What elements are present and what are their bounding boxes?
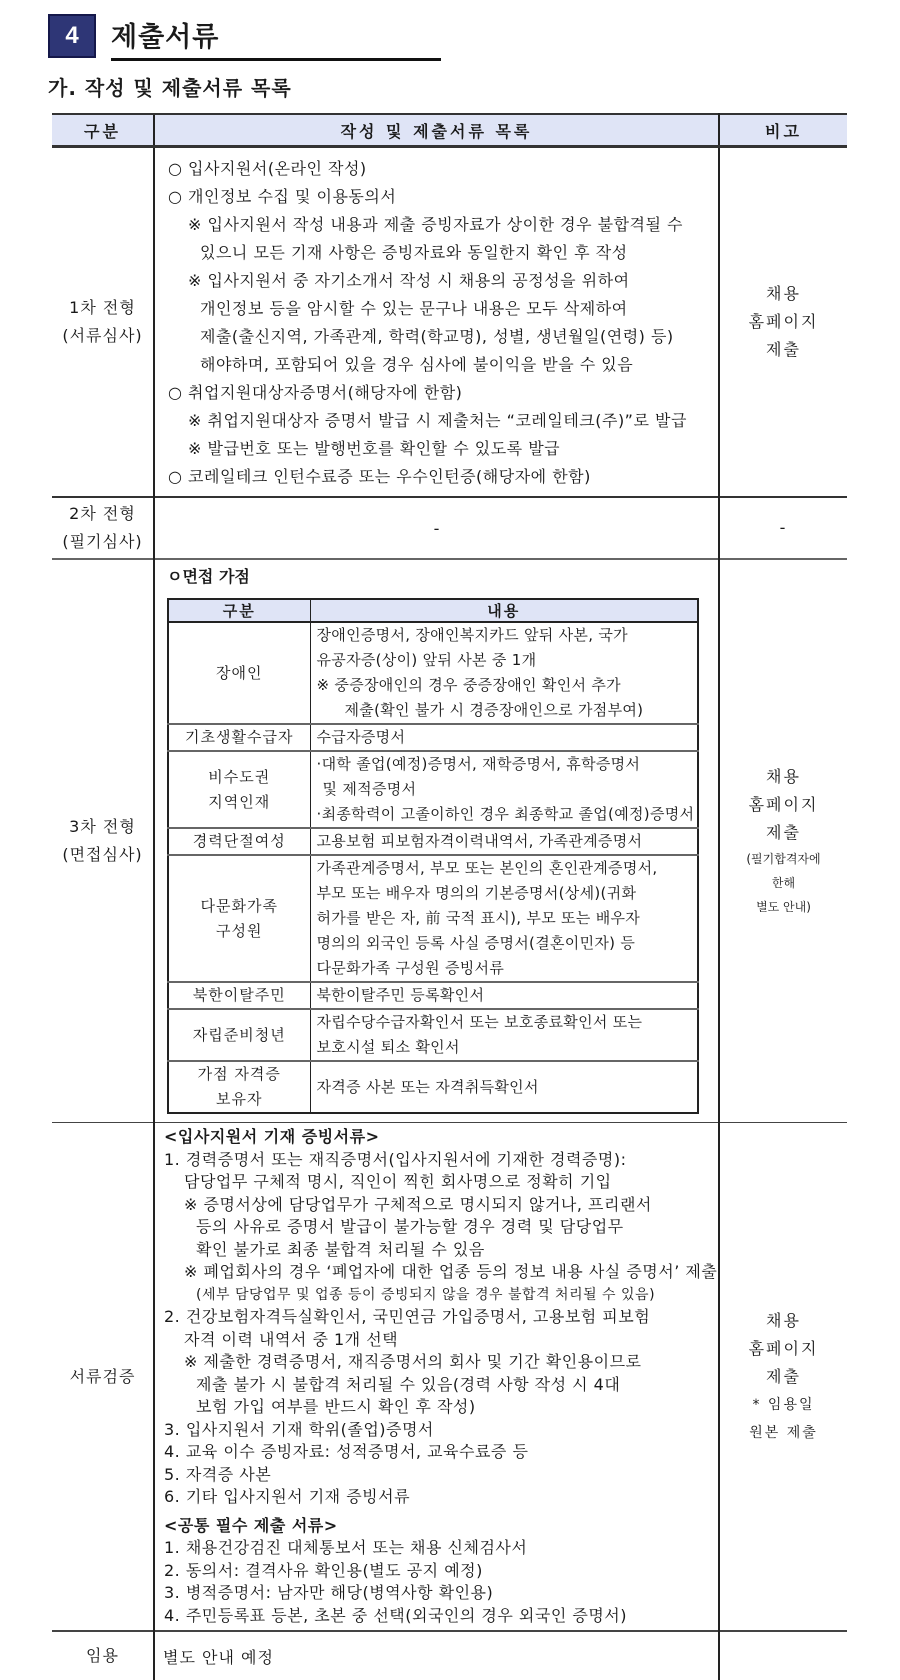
bonus-content-line: ·최종학력이 고졸이하인 경우 최종학교 졸업(예정)증명서 <box>316 805 695 823</box>
text-line: ○ 코레일테크 인턴수료증 또는 우수인턴증(해당자에 한함) <box>168 467 591 486</box>
category-line: 1차 전형 <box>69 298 136 317</box>
bonus-content-line: 장애인증명서, 장애인복지카드 앞뒤 사본, 국가 <box>316 626 628 644</box>
row-remarks <box>719 147 847 498</box>
header-documents: 작성 및 제출서류 목록 <box>154 114 719 147</box>
bonus-row <box>168 982 698 1009</box>
text-line: 4. 교육 이수 증빙자료: 성적증명서, 교육수료증 등 <box>164 1442 529 1461</box>
bonus-content <box>310 982 698 1009</box>
text-line: 5. 자격증 사본 <box>164 1464 272 1484</box>
bonus-category <box>168 1009 310 1061</box>
bonus-content-line: 가족관계증명서, 부모 또는 본인의 혼인관계증명서, <box>316 859 658 877</box>
bonus-row <box>168 751 698 828</box>
text-line: 있으니 모든 기재 사항은 증빙자료와 동일한지 확인 후 작성 <box>200 243 628 262</box>
group-heading: <입사지원서 기재 증빙서류> <box>164 1127 380 1146</box>
bonus-category-line: 자립준비청년 <box>192 1025 286 1044</box>
bonus-content <box>310 1009 698 1061</box>
title-underline <box>111 58 441 61</box>
bonus-category <box>168 982 310 1009</box>
remark-line: 채용 <box>766 767 801 786</box>
interview-bonus-heading: ㅇ면접 가점 <box>167 567 250 586</box>
text-line: 1. 채용건강검진 대체통보서 또는 채용 신체검사서 <box>164 1538 528 1557</box>
row-category <box>52 497 154 559</box>
bonus-content-line: 허가를 받은 자, 前 국적 표시), 부모 또는 배우자 <box>316 909 641 927</box>
text-line: 2. 건강보험자격득실확인서, 국민연금 가입증명서, 고용보험 피보험 <box>164 1307 651 1326</box>
text-line: 3. 입사지원서 기재 학위(졸업)증명서 <box>164 1419 434 1439</box>
remark-line: 제출 <box>766 340 801 359</box>
text-line: ※ 취업지원대상자 증명서 발급 시 제출처는 “코레일테크(주)”로 발급 <box>188 411 687 430</box>
table-row <box>52 147 847 498</box>
table-row <box>52 1123 847 1632</box>
table-row <box>52 559 847 1123</box>
row-remarks: - <box>719 497 847 559</box>
bonus-content <box>310 751 698 828</box>
text-line: ※ 증명서상에 담당업무가 구체적으로 명시되지 않거나, 프리랜서 <box>184 1194 652 1214</box>
text-line: ※ 폐업회사의 경우 ‘폐업자에 대한 업종 등의 정보 내용 사실 증명서’ 제출 <box>184 1262 718 1281</box>
text-line: 확인 불가로 최종 불합격 처리될 수 있음 <box>196 1239 485 1259</box>
verification-lines <box>156 1124 717 1629</box>
bonus-content <box>310 855 698 982</box>
bonus-category-line: 북한이탈주민 <box>192 986 286 1004</box>
bonus-content-line: 다문화가족 구성원 증빙서류 <box>316 959 505 977</box>
header-category: 구분 <box>52 114 154 147</box>
remark-line: 홈페이지 <box>748 1338 819 1358</box>
row-content: 별도 안내 예정 <box>154 1631 719 1680</box>
bonus-content-line: 자격증 사본 또는 자격취득확인서 <box>316 1077 539 1096</box>
row-remarks <box>719 1631 847 1680</box>
table-header-row <box>52 114 847 147</box>
bonus-category-line: 다문화가족 <box>200 896 278 915</box>
bonus-content-line: 수급자증명서 <box>316 728 406 746</box>
subsection-title: 가. 작성 및 제출서류 목록 <box>48 76 292 100</box>
row-category: 임용 <box>52 1631 154 1680</box>
bonus-category-line: 장애인 <box>216 663 263 682</box>
documents-table <box>52 113 847 1680</box>
bonus-content-line: 유공자증(상이) 앞뒤 사본 중 1개 <box>316 651 537 669</box>
table-row <box>52 497 847 559</box>
bonus-category-line: 가점 자격증 <box>197 1065 281 1083</box>
text-line: 해야하며, 포함되어 있을 경우 심사에 불이익을 받을 수 있음 <box>200 355 634 374</box>
bonus-content-line: 고용보험 피보험자격이력내역서, 가족관계증명서 <box>316 832 643 850</box>
remark-line: 채용 <box>766 1310 801 1330</box>
bonus-header-row <box>168 599 698 622</box>
bonus-category-line: 경력단절여성 <box>192 832 286 850</box>
bonus-category <box>168 622 310 724</box>
bonus-category <box>168 828 310 855</box>
bonus-content-line: 명의의 외국인 등록 사실 증명서(결혼이민자) 등 <box>316 934 636 952</box>
bonus-category-line: 보유자 <box>216 1090 263 1108</box>
bonus-category-line: 비수도권 <box>208 767 271 786</box>
bonus-header-content: 내용 <box>310 599 698 622</box>
bonus-content-line: 자립수당수급자확인서 또는 보호종료확인서 또는 <box>316 1013 643 1031</box>
remark-line: (필기합격자에 <box>746 852 821 866</box>
bonus-table <box>167 598 699 1114</box>
bonus-category-line: 기초생활수급자 <box>185 728 294 746</box>
text-line: 4. 주민등록표 등본, 초본 중 선택(외국인의 경우 외국인 증명서) <box>164 1605 627 1625</box>
remark-line: 제출 <box>766 1366 801 1386</box>
bonus-content-line: ※ 중증장애인의 경우 중증장애인 확인서 추가 <box>316 676 621 694</box>
bonus-content <box>310 622 698 724</box>
row-content <box>154 1123 719 1632</box>
text-line: ※ 발급번호 또는 발행번호를 확인할 수 있도록 발급 <box>188 439 561 458</box>
bonus-content-line: 보호시설 퇴소 확인서 <box>316 1038 460 1056</box>
row-category <box>52 147 154 498</box>
remark-line: 제출 <box>766 823 801 842</box>
row-category: 서류검증 <box>52 1123 154 1632</box>
text-line: 담당업무 구체적 명시, 직인이 찍힌 회사명으로 정확히 기입 <box>184 1172 612 1191</box>
text-line: 6. 기타 입사지원서 기재 증빙서류 <box>164 1487 411 1506</box>
bonus-header-category: 구분 <box>168 599 310 622</box>
category-line: 2차 전형 <box>69 504 136 523</box>
bonus-content <box>310 828 698 855</box>
bonus-category <box>168 724 310 751</box>
bonus-content-line: 부모 또는 배우자 명의의 기본증명서(상세)(귀화 <box>316 884 637 902</box>
bonus-content <box>310 724 698 751</box>
remark-line: 원본 제출 <box>749 1424 818 1441</box>
bonus-category <box>168 855 310 982</box>
text-line: 개인정보 등을 암시할 수 있는 문구나 내용은 모두 삭제하여 <box>200 299 628 318</box>
table-row <box>52 1631 847 1680</box>
category-line: 3차 전형 <box>69 817 136 836</box>
remark-line: 홈페이지 <box>748 795 819 814</box>
text-line: 3. 병적증명서: 남자만 해당(병역사항 확인용) <box>164 1583 494 1602</box>
row-remarks <box>719 1123 847 1632</box>
text-line: 등의 사유로 증명서 발급이 불가능할 경우 경력 및 담당업무 <box>196 1217 624 1236</box>
text-line: 제출(출신지역, 가족관계, 학력(학교명), 성별, 생년월일(연령) 등) <box>200 327 674 346</box>
row-remarks <box>719 559 847 1123</box>
bonus-category <box>168 1061 310 1113</box>
text-line: 1. 경력증명서 또는 재직증명서(입사지원서에 기재한 경력증명): <box>164 1149 627 1169</box>
text-line: 보험 가입 여부를 반드시 확인 후 작성) <box>196 1397 476 1416</box>
bonus-content-line: 제출(확인 불가 시 경증장애인으로 가점부여) <box>344 701 644 719</box>
section-title: 제출서류 <box>111 22 220 53</box>
remark-line: 한해 <box>771 876 796 890</box>
group-lines <box>164 1149 718 1509</box>
row-content <box>154 147 719 498</box>
remark-line: 별도 안내) <box>756 900 811 914</box>
group-lines <box>164 1537 711 1627</box>
category-line: (면접심사) <box>62 845 143 864</box>
text-line: ※ 입사지원서 중 자기소개서 작성 시 채용의 공정성을 위하여 <box>188 271 630 290</box>
content-lines <box>156 149 717 495</box>
bonus-content-line: 북한이탈주민 등록확인서 <box>316 986 485 1004</box>
bonus-content <box>310 1061 698 1113</box>
bonus-row <box>168 724 698 751</box>
text-line: ○ 개인정보 수집 및 이용동의서 <box>168 187 397 206</box>
text-line: ※ 제출한 경력증명서, 재직증명서의 회사 및 기간 확인용이므로 <box>184 1352 642 1371</box>
text-line: 자격 이력 내역서 중 1개 선택 <box>184 1329 399 1349</box>
remark-line: 홈페이지 <box>748 312 819 331</box>
text-line: 2. 동의서: 결격사유 확인용(별도 공지 예정) <box>164 1560 483 1580</box>
remark-line: 채용 <box>766 284 801 303</box>
row-content <box>154 559 719 1123</box>
text-line: ※ 입사지원서 작성 내용과 제출 증빙자료가 상이한 경우 불합격될 수 <box>188 215 683 234</box>
text-line: 제출 불가 시 불합격 처리될 수 있음(경력 사항 작성 시 4대 <box>196 1374 621 1394</box>
row-content: - <box>154 497 719 559</box>
text-line: ○ 입사지원서(온라인 작성) <box>168 159 367 178</box>
bonus-row <box>168 828 698 855</box>
bonus-content-line: ·대학 졸업(예정)증명서, 재학증명서, 휴학증명서 <box>316 755 641 773</box>
category-line: (필기심사) <box>62 532 143 551</box>
remark-line: * 임용일 <box>752 1396 815 1413</box>
bonus-row <box>168 1061 698 1113</box>
bonus-row <box>168 855 698 982</box>
bonus-row <box>168 1009 698 1061</box>
text-line: ○ 취업지원대상자증명서(해당자에 한함) <box>168 383 463 402</box>
section-number-badge: 4 <box>48 14 96 58</box>
bonus-category <box>168 751 310 828</box>
category-line: (서류심사) <box>62 326 143 345</box>
group-heading: <공통 필수 제출 서류> <box>164 1515 338 1535</box>
row-category <box>52 559 154 1123</box>
bonus-category-line: 지역인재 <box>208 792 271 811</box>
bonus-category-line: 구성원 <box>216 921 263 940</box>
bonus-content-line: 및 제적증명서 <box>322 780 417 798</box>
bonus-table-body <box>168 622 698 1113</box>
text-line: (세부 담당업무 및 업종 등이 증빙되지 않을 경우 불합격 처리될 수 있음) <box>196 1286 656 1303</box>
bonus-row <box>168 622 698 724</box>
header-remarks: 비고 <box>719 114 847 147</box>
section-header <box>48 14 438 59</box>
